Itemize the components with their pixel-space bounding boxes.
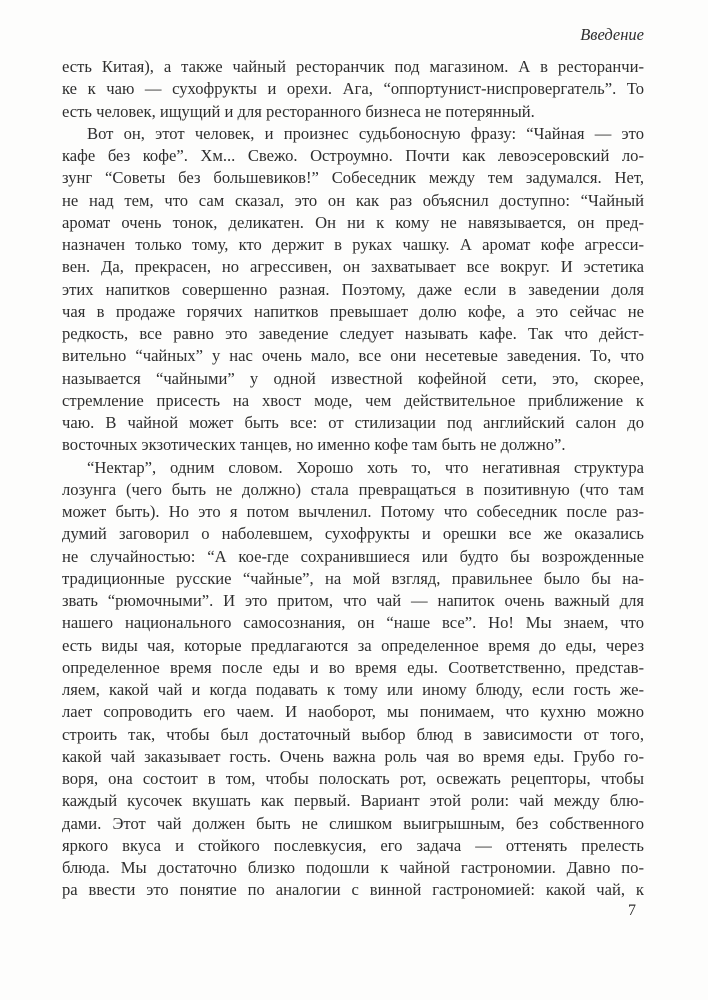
text-line: каждый кусочек вкушать как первый. Вариант этой роли: чай между блю- (62, 791, 644, 811)
paragraph (62, 123, 644, 457)
text-line: воря, она состоит в том, чтобы полоскать рот, освежать рецепторы, чтобы (62, 769, 644, 788)
text-line: не случайностью: “А кое-где сохранившиеся или будто бы возрожденные (62, 546, 644, 566)
text-line: традиционные русские “чайные”, на мой взгляд, правильнее было бы на- (62, 568, 644, 588)
text-line: лает сопроводить его чаем. И наоборот, мы понимаем, что кухню можно (62, 702, 644, 722)
text-line: аромат очень тонок, деликатен. Он ни к кому не навязывается, он пред- (62, 212, 644, 232)
text-line: есть виды чая, которые предлагаются за определенное время до еды, через (62, 635, 644, 655)
text-line: восточных экзотических танцев, но именно кофе там быть не должно”. (62, 435, 566, 455)
text-line: яркого вкуса и стойкого послевкусия, его задача — оттенять прелесть (62, 835, 644, 855)
text-line: ке к чаю — сухофрукты и орехи. Ага, “оппортунист-ниспровергатель”. То (62, 79, 644, 99)
paragraph (62, 457, 644, 902)
page-number: 7 (628, 902, 636, 919)
text-line: думий заговорил о наболевшем, сухофрукты и орешки все же оказались (62, 524, 644, 544)
text-line: звать “рюмочными”. И это притом, что чай — напиток очень важный для (62, 591, 644, 610)
text-line: называется “чайными” у одной известной кофейной сети, это, скорее, (62, 368, 644, 388)
paragraph (62, 56, 644, 123)
text-line: вительно “чайных” у нас очень мало, все они несетевые заведения. То, что (62, 346, 644, 366)
text-line: какой чай заказывает гость. Очень важна роль чая во время еды. Грубо го- (62, 746, 644, 766)
text-line: кафе без кофе”. Хм... Свежо. Остроумно. Почти как левоэсеровский ло- (62, 146, 644, 165)
text-line: есть Китая), а также чайный ресторанчик под магазином. А в ресторанчи- (62, 57, 644, 76)
text-line: этих напитков совершенно разная. Поэтому, даже если в заведении доля (62, 279, 644, 299)
text-line: “Нектар”, одним словом. Хорошо хоть то, что негативная структура (87, 457, 644, 477)
text-line: определенное время после еды и во время еды. Соответственно, представ- (62, 657, 644, 677)
text-line: не над тем, что сам сказал, это он как раз объяснил доступно: “Чайный (62, 190, 644, 210)
text-line: назначен только тому, кто держит в руках чашку. А аромат кофе агресси- (62, 235, 644, 254)
text-line: стремление присесть на хвост моде, чем действительное приближение к (62, 390, 644, 410)
text-line: чая в продаже горячих напитков превышает долю кофе, а это сейчас не (62, 301, 644, 321)
text-line: блюда. Мы достаточно близко подошли к чайной гастрономии. Давно по- (62, 858, 644, 877)
running-head: Введение (580, 25, 644, 44)
text-line: ра ввести это понятие по аналогии с винной гастрономией: какой чай, к (62, 880, 644, 900)
text-line: вен. Да, прекрасен, но агрессивен, он захватывает все вокруг. И эстетика (62, 257, 644, 277)
text-line: нашего национального самосознания, он “наше все”. Но! Мы знаем, что (62, 613, 644, 633)
text-line: лозунга (чего быть не должно) стала превращаться в позитивную (что там (62, 479, 644, 499)
text-line: дами. Этот чай должен быть не слишком выигрышным, без собственного (62, 813, 644, 833)
text-line: зунг “Советы без большевиков!” Собеседник между тем задумался. Нет, (62, 168, 644, 188)
body-text (62, 56, 644, 902)
text-line: редкость, все равно это заведение следует называть кафе. Так что дейст- (62, 324, 644, 343)
text-line: чаю. В чайной может быть все: от стилизации под английский салон до (62, 413, 644, 432)
text-line: может быть). Но это я потом вычленил. Потому что собеседник после раз- (62, 502, 644, 521)
text-line: Вот он, этот человек, и произнес судьбоносную фразу: “Чайная — это (87, 123, 644, 143)
text-line: есть человек, ищущий и для ресторанного бизнеса не потерянный. (62, 101, 535, 121)
text-line: строить так, чтобы был достаточный выбор блюд в зависимости от того, (62, 724, 644, 744)
text-line: ляем, какой чай и когда подавать к тому или иному блюду, если гость же- (62, 680, 644, 699)
